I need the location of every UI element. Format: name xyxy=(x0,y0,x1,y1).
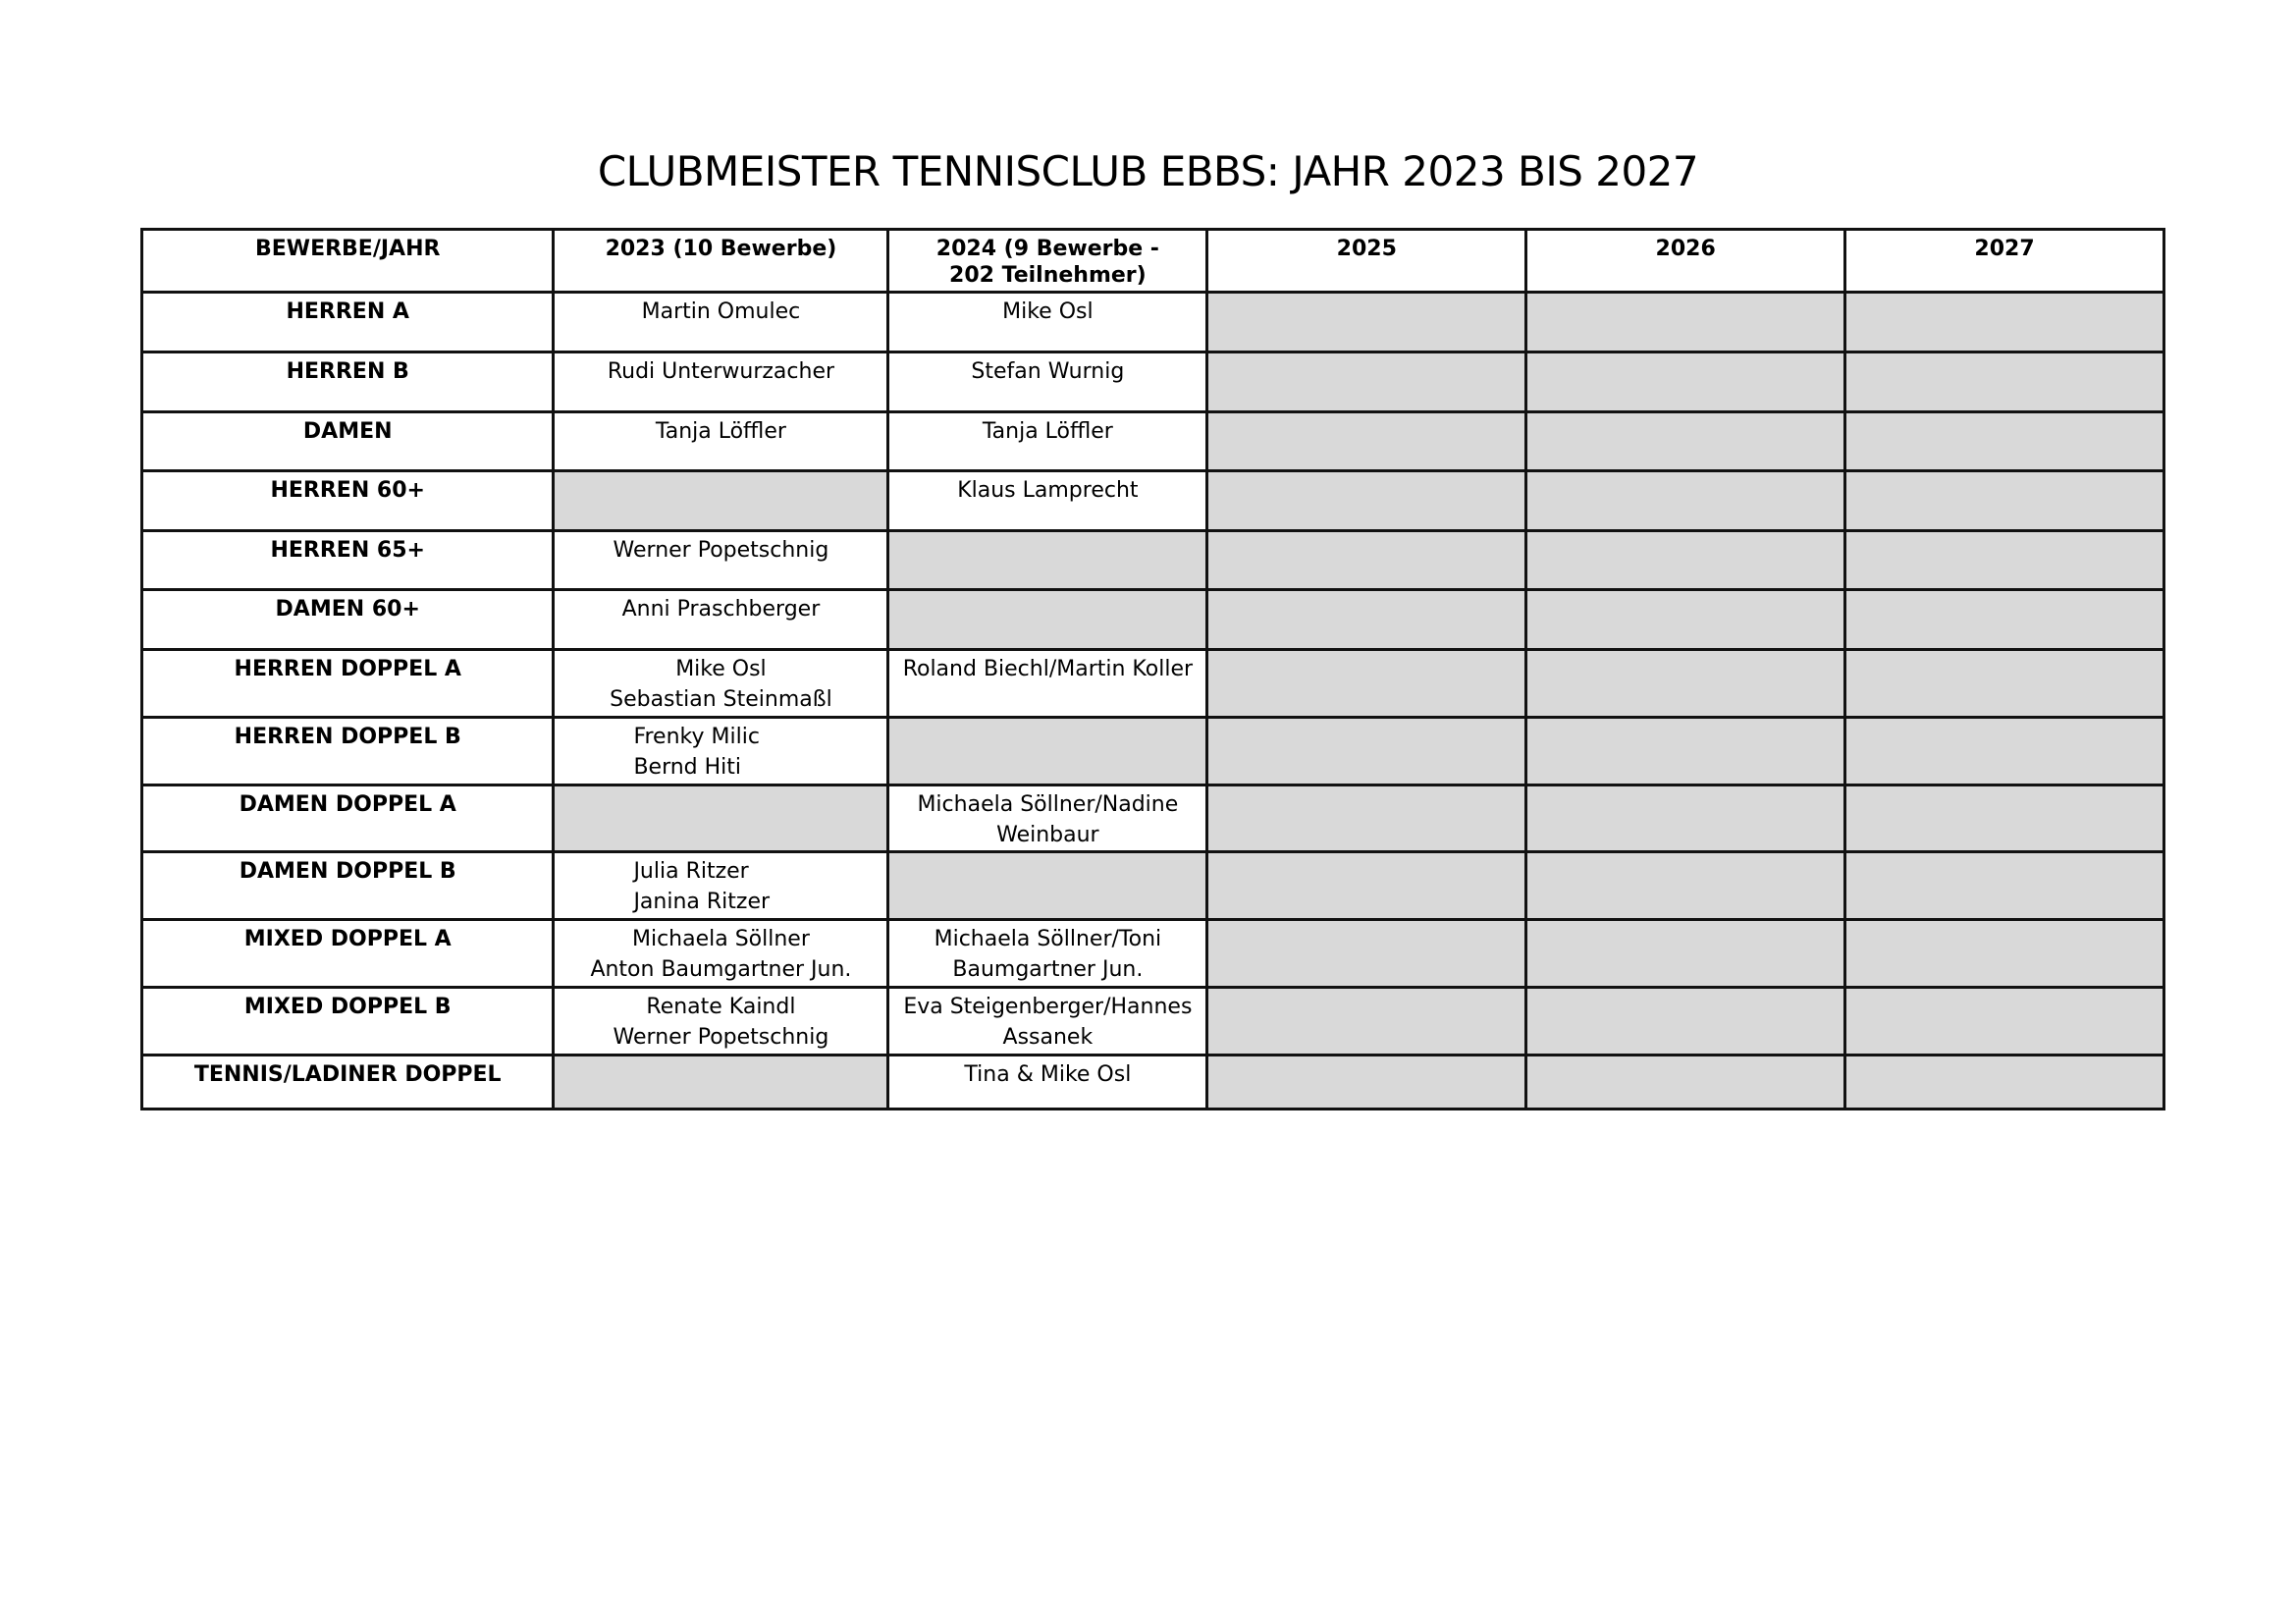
winner-name: Tanja Löffler xyxy=(982,419,1113,444)
winner-cell-2027 xyxy=(1845,352,2164,412)
winner-cell-2026 xyxy=(1526,852,1845,920)
table-row xyxy=(142,785,2164,852)
winner-cell-2023 xyxy=(554,852,888,920)
winner-cell-2024 xyxy=(888,920,1207,988)
winner-name: Janina Ritzer xyxy=(633,890,771,914)
winner-cell-2025 xyxy=(1207,531,1526,590)
header-2027: 2027 xyxy=(1845,230,2164,293)
winner-cell-2024 xyxy=(888,471,1207,531)
winner-cell-2025 xyxy=(1207,352,1526,412)
header-2023: 2023 (10 Bewerbe) xyxy=(554,230,888,293)
winner-cell-2024 xyxy=(888,352,1207,412)
winner-cell-2027 xyxy=(1845,412,2164,471)
event-name-cell: HERREN 65+ xyxy=(142,531,554,590)
winner-cell-2026 xyxy=(1526,785,1845,852)
winner-cell-2026 xyxy=(1526,471,1845,531)
header-row xyxy=(142,230,2164,293)
winner-name: Weinbaur xyxy=(996,823,1099,847)
event-name-cell: DAMEN xyxy=(142,412,554,471)
table-row xyxy=(142,920,2164,988)
event-name-cell: HERREN B xyxy=(142,352,554,412)
winner-cell-2026 xyxy=(1526,293,1845,352)
winner-name: Anni Praschberger xyxy=(621,597,821,622)
winner-cell-2023 xyxy=(554,988,888,1056)
winner-cell-2025 xyxy=(1207,718,1526,785)
header-2025: 2025 xyxy=(1207,230,1526,293)
event-name-cell: HERREN 60+ xyxy=(142,471,554,531)
winner-cell-2024 xyxy=(888,590,1207,650)
event-name-cell: MIXED DOPPEL B xyxy=(142,988,554,1056)
winner-cell-2027 xyxy=(1845,531,2164,590)
winner-cell-2024 xyxy=(888,785,1207,852)
table-body xyxy=(142,293,2164,1110)
winner-name: Klaus Lamprecht xyxy=(957,478,1139,503)
winner-name: Werner Popetschnig xyxy=(613,1025,829,1050)
winner-cell-2023 xyxy=(554,293,888,352)
winner-cell-2026 xyxy=(1526,352,1845,412)
winner-name: Michaela Söllner/Toni xyxy=(934,927,1162,951)
winner-cell-2026 xyxy=(1526,920,1845,988)
winner-cell-2027 xyxy=(1845,988,2164,1056)
winner-cell-2025 xyxy=(1207,412,1526,471)
winner-name: Bernd Hiti xyxy=(633,755,742,780)
header-2024 xyxy=(888,230,1207,293)
winner-cell-2024 xyxy=(888,650,1207,718)
winner-cell-2027 xyxy=(1845,1056,2164,1110)
header-2024-line2: 202 Teilnehmer) xyxy=(949,263,1147,288)
winner-name: Tanja Löffler xyxy=(655,419,786,444)
winner-cell-2025 xyxy=(1207,920,1526,988)
winner-cell-2027 xyxy=(1845,590,2164,650)
winner-cell-2026 xyxy=(1526,1056,1845,1110)
winner-cell-2027 xyxy=(1845,293,2164,352)
winner-cell-2024 xyxy=(888,988,1207,1056)
winner-cell-2026 xyxy=(1526,590,1845,650)
winner-cell-2027 xyxy=(1845,650,2164,718)
table-row xyxy=(142,531,2164,590)
winner-name: Michaela Söllner/Nadine xyxy=(917,792,1179,817)
winner-cell-2025 xyxy=(1207,590,1526,650)
event-name-cell: DAMEN DOPPEL A xyxy=(142,785,554,852)
winner-name: Michaela Söllner xyxy=(631,927,810,951)
winner-cell-2025 xyxy=(1207,988,1526,1056)
winner-cell-2023 xyxy=(554,785,888,852)
winner-cell-2024 xyxy=(888,852,1207,920)
winner-cell-2024 xyxy=(888,718,1207,785)
winner-cell-2023 xyxy=(554,650,888,718)
table-row xyxy=(142,293,2164,352)
winner-name: Mike Osl xyxy=(1002,299,1094,324)
table-row xyxy=(142,650,2164,718)
winner-name: Anton Baumgartner Jun. xyxy=(590,957,852,982)
winner-cell-2023 xyxy=(554,412,888,471)
winner-name: Frenky Milic xyxy=(633,725,760,749)
table-row xyxy=(142,852,2164,920)
winner-cell-2025 xyxy=(1207,785,1526,852)
page-title: CLUBMEISTER TENNISCLUB EBBS: JAHR 2023 BIS 2027 xyxy=(597,147,1699,195)
results-table xyxy=(140,228,2165,1110)
winner-cell-2027 xyxy=(1845,920,2164,988)
winner-name: Tina & Mike Osl xyxy=(964,1062,1132,1087)
event-name-cell: DAMEN DOPPEL B xyxy=(142,852,554,920)
winner-cell-2027 xyxy=(1845,852,2164,920)
table-row xyxy=(142,590,2164,650)
winner-cell-2025 xyxy=(1207,293,1526,352)
winner-name: Rudi Unterwurzacher xyxy=(607,359,835,384)
event-name-cell: MIXED DOPPEL A xyxy=(142,920,554,988)
winner-name: Mike Osl xyxy=(675,657,767,681)
header-2024-line1: 2024 (9 Bewerbe - xyxy=(935,237,1159,261)
winner-cell-2023 xyxy=(554,718,888,785)
winner-cell-2025 xyxy=(1207,650,1526,718)
header-event: BEWERBE/JAHR xyxy=(142,230,554,293)
winner-cell-2027 xyxy=(1845,471,2164,531)
winner-cell-2026 xyxy=(1526,650,1845,718)
winner-cell-2026 xyxy=(1526,531,1845,590)
winner-cell-2023 xyxy=(554,352,888,412)
winner-cell-2026 xyxy=(1526,988,1845,1056)
table-row xyxy=(142,1056,2164,1110)
winner-cell-2023 xyxy=(554,531,888,590)
winner-cell-2023 xyxy=(554,590,888,650)
winner-name: Martin Omulec xyxy=(641,299,801,324)
winner-name: Eva Steigenberger/Hannes xyxy=(903,995,1193,1019)
winner-cell-2024 xyxy=(888,531,1207,590)
winner-cell-2026 xyxy=(1526,412,1845,471)
winner-name: Stefan Wurnig xyxy=(971,359,1125,384)
winner-cell-2023 xyxy=(554,920,888,988)
table-row xyxy=(142,471,2164,531)
winner-name: Baumgartner Jun. xyxy=(952,957,1144,982)
winner-cell-2023 xyxy=(554,471,888,531)
winner-name: Werner Popetschnig xyxy=(613,538,829,563)
winner-cell-2026 xyxy=(1526,718,1845,785)
winner-cell-2025 xyxy=(1207,1056,1526,1110)
event-name-cell: TENNIS/LADINER DOPPEL xyxy=(142,1056,554,1110)
winner-name: Roland Biechl/Martin Koller xyxy=(902,657,1194,681)
table-row xyxy=(142,718,2164,785)
table-row xyxy=(142,412,2164,471)
winner-cell-2027 xyxy=(1845,718,2164,785)
winner-cell-2024 xyxy=(888,412,1207,471)
winner-name: Assanek xyxy=(1002,1025,1094,1050)
winner-name: Sebastian Steinmaßl xyxy=(610,687,832,712)
table-row xyxy=(142,988,2164,1056)
winner-cell-2023 xyxy=(554,1056,888,1110)
winner-cell-2025 xyxy=(1207,471,1526,531)
winner-cell-2024 xyxy=(888,1056,1207,1110)
event-name-cell: HERREN DOPPEL B xyxy=(142,718,554,785)
winner-cell-2027 xyxy=(1845,785,2164,852)
winner-cell-2025 xyxy=(1207,852,1526,920)
table-row xyxy=(142,352,2164,412)
event-name-cell: HERREN A xyxy=(142,293,554,352)
header-2026: 2026 xyxy=(1526,230,1845,293)
winner-name: Julia Ritzer xyxy=(633,859,749,884)
winner-cell-2024 xyxy=(888,293,1207,352)
event-name-cell: HERREN DOPPEL A xyxy=(142,650,554,718)
winner-name: Renate Kaindl xyxy=(646,995,796,1019)
event-name-cell: DAMEN 60+ xyxy=(142,590,554,650)
